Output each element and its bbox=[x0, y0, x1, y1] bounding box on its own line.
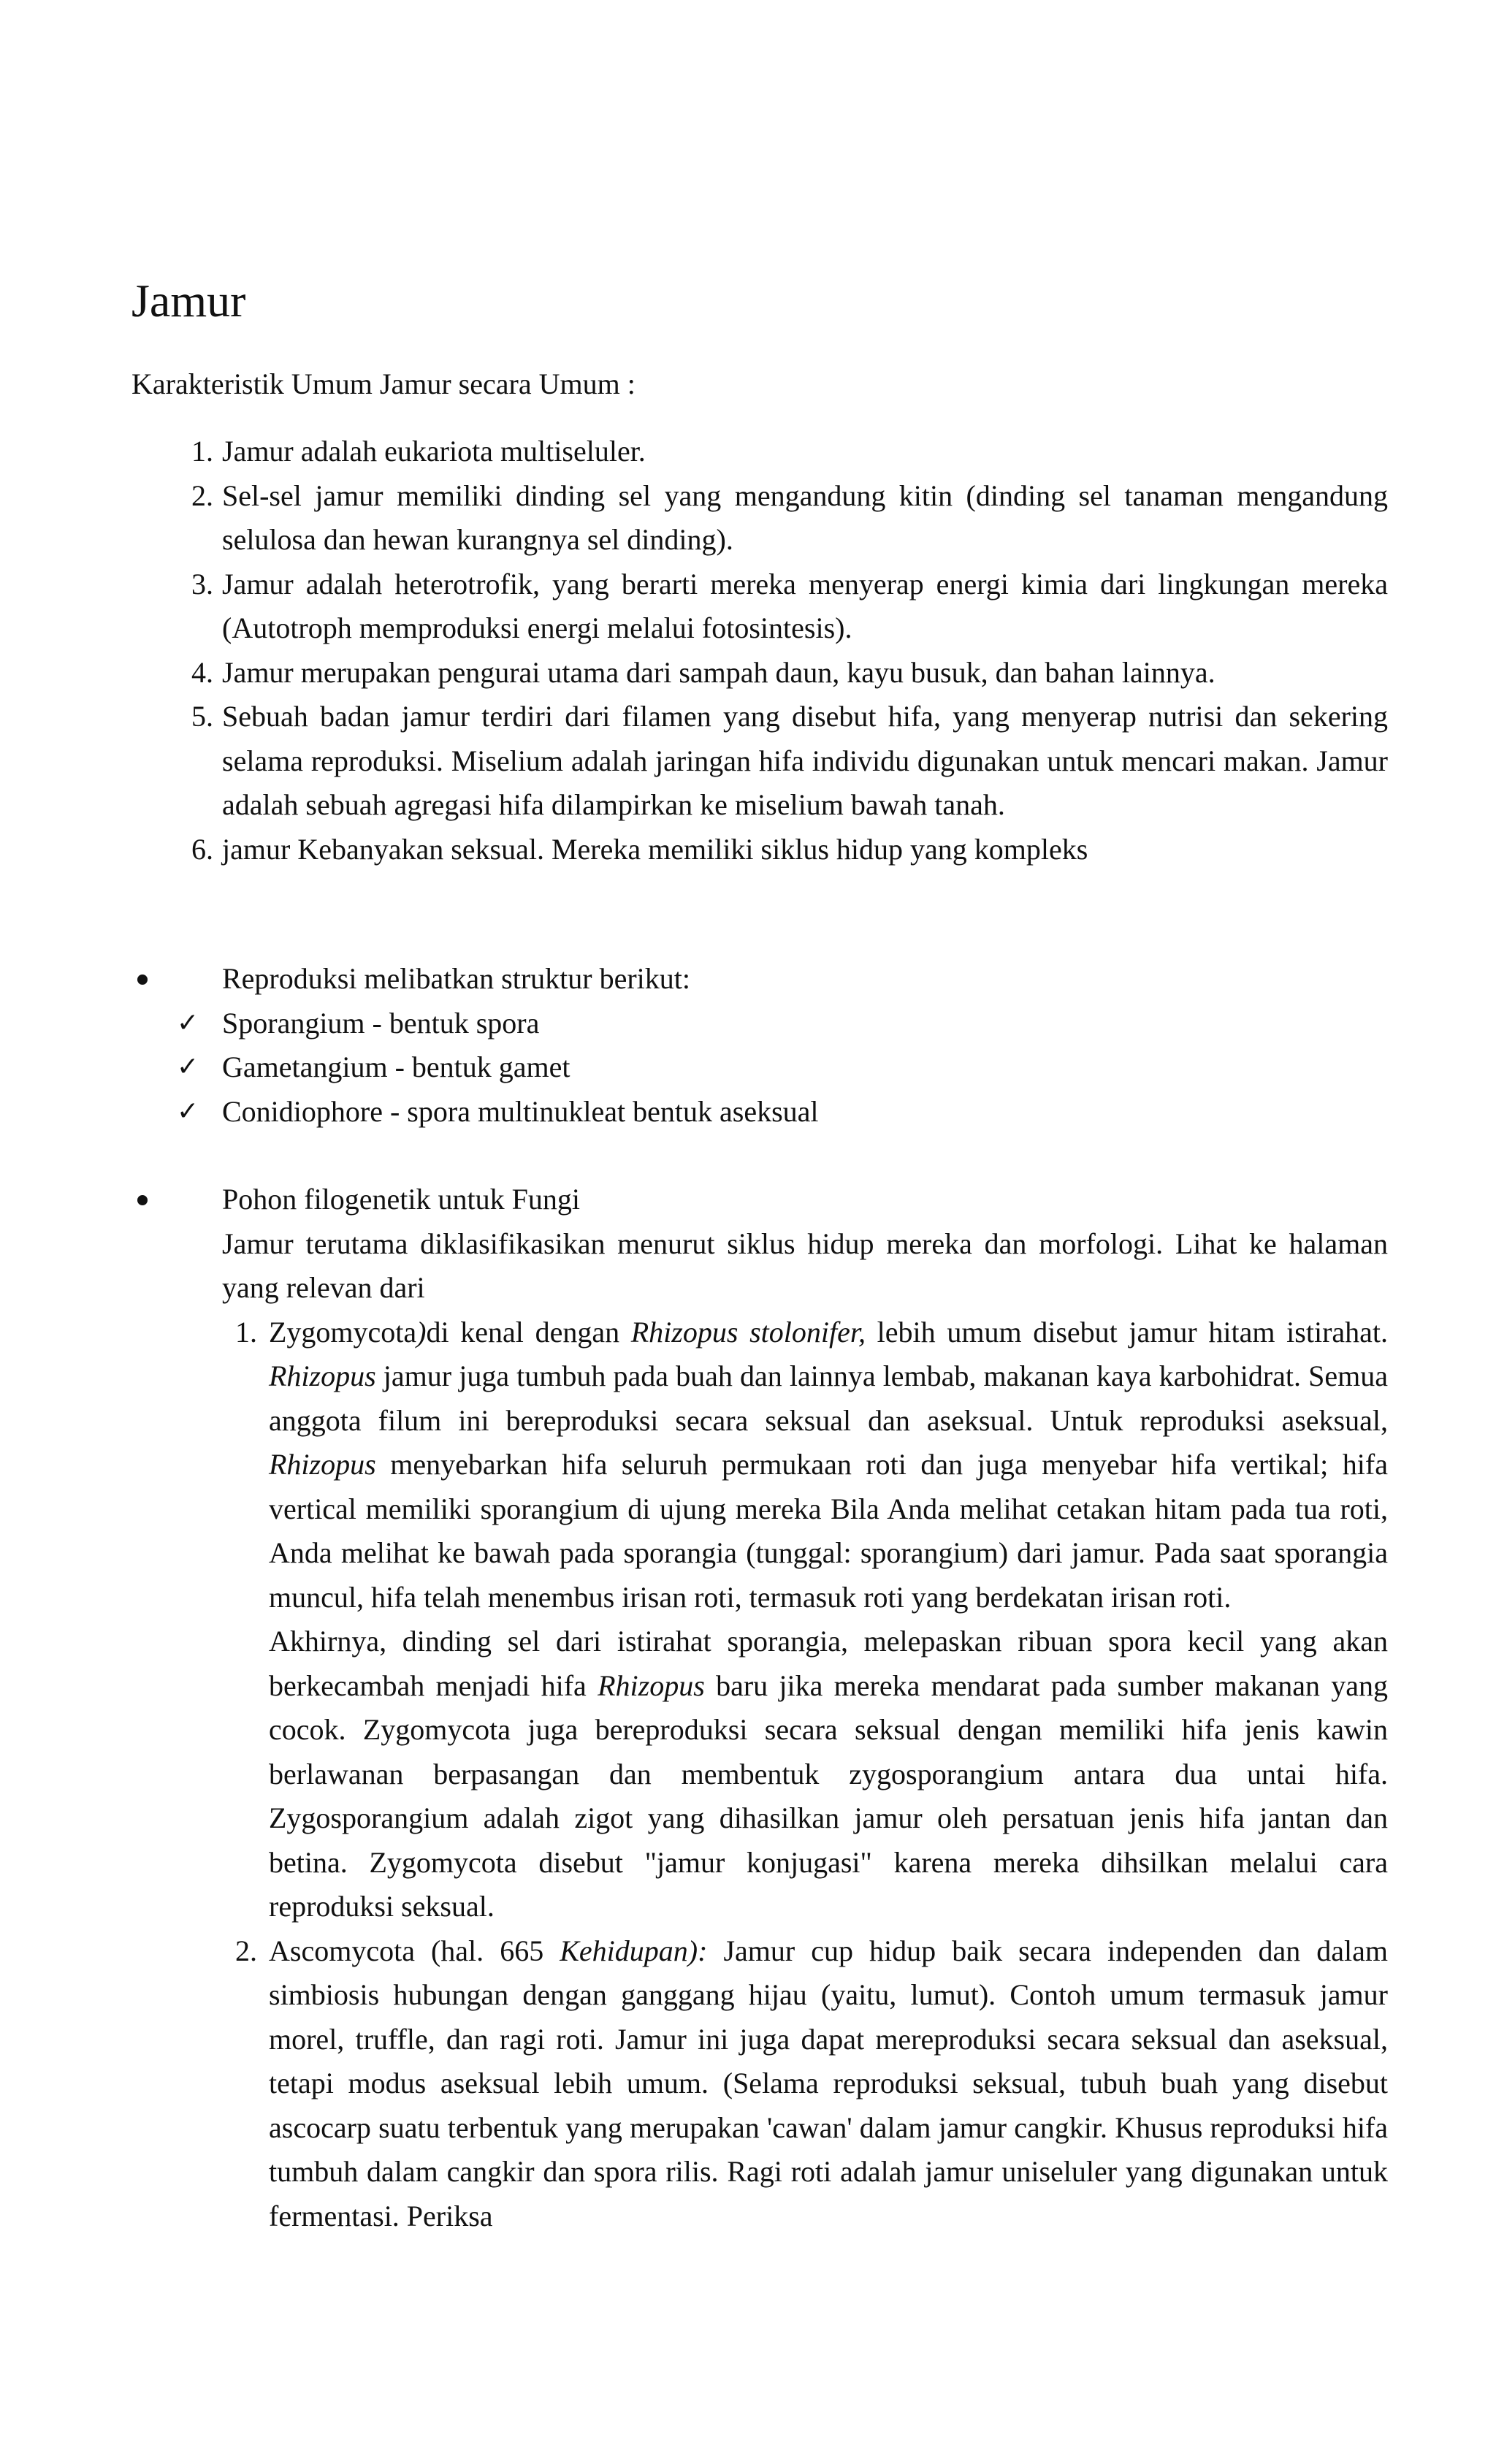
list-number: 6. bbox=[191, 832, 213, 866]
list-item bbox=[131, 651, 1388, 695]
italic-run: ) bbox=[416, 1315, 427, 1349]
list-number: 3. bbox=[191, 567, 213, 600]
list-number: 2. bbox=[191, 478, 213, 512]
bullet-icon bbox=[137, 1195, 148, 1205]
italic-run: Rhizopus bbox=[269, 1359, 376, 1392]
list-text: Jamur merupakan pengurai utama dari sampah daun, kayu busuk, dan bahan lainnya. bbox=[222, 655, 1216, 689]
text-run: Ascomycota (hal. 665 bbox=[269, 1934, 560, 1967]
text-run: menyebarkan hifa seluruh permukaan roti dan juga menyebar hifa vertikal; hifa vertical memiliki sporangium di ujung mereka Bila Anda melihat cetakan hitam pada tua roti, Anda melihat ke bawah pada sporangia (tunggal: sporangium) dari jamur. Pada saat sporangia muncul, hifa telah menembus irisan roti, termasuk roti yang berdekatan irisan roti. bbox=[269, 1448, 1388, 1614]
list-text: Sebuah badan jamur terdiri dari filamen yang disebut hifa, yang menyerap nutrisi dan sekering selama reproduksi. Miselium adalah jaringan hifa individu digunakan untuk mencari makan. Jamur adalah sebuah agregasi hifa dilampirkan ke miselium bawah tanah. bbox=[222, 700, 1388, 821]
phylum-list bbox=[131, 1311, 1388, 2239]
text-run: di kenal dengan bbox=[426, 1315, 631, 1349]
list-item bbox=[131, 474, 1388, 562]
text-run: lebih umum disebut jamur hitam istirahat. bbox=[866, 1315, 1389, 1349]
list-item bbox=[131, 1929, 1388, 2239]
italic-run: Rhizopus bbox=[598, 1668, 705, 1702]
text-run: Akhirnya, dinding sel dari istirahat sporangia, melepaskan ribuan spora kecil yang akan berkecambah menjadi hifa bbox=[269, 1625, 1388, 1702]
checklist-text: Sporangium - bentuk spora bbox=[222, 1006, 540, 1040]
list-text: Jamur adalah eukariota multiseluler. bbox=[222, 435, 646, 468]
list-number: 1. bbox=[191, 435, 213, 468]
checkmark-icon: ✓ bbox=[177, 1007, 199, 1038]
bullet-item bbox=[131, 1178, 1388, 1222]
checklist-text: Gametangium - bentuk gamet bbox=[222, 1050, 570, 1083]
list-subparagraph bbox=[269, 1620, 1388, 1929]
list-number: 4. bbox=[191, 655, 213, 689]
list-text: Jamur adalah heterotrofik, yang berarti mereka menyerap energi kimia dari lingkungan mereka (Autotroph memproduksi energi melalui fotosintesis). bbox=[222, 567, 1388, 644]
bullet-item bbox=[131, 957, 1388, 1002]
checkmark-icon: ✓ bbox=[177, 1052, 199, 1082]
characteristics-list bbox=[131, 430, 1388, 871]
phylogeny-section bbox=[131, 1178, 1388, 2238]
list-text bbox=[269, 1929, 1388, 2239]
list-item bbox=[131, 430, 1388, 474]
checklist-item bbox=[131, 1045, 1388, 1090]
list-number: 5. bbox=[191, 700, 213, 733]
list-text: jamur Kebanyakan seksual. Mereka memiliki siklus hidup yang kompleks bbox=[222, 832, 1088, 866]
list-text: Sel-sel jamur memiliki dinding sel yang mengandung kitin (dinding sel tanaman mengandung selulosa dan hewan kurangnya sel dinding). bbox=[222, 478, 1388, 556]
list-item bbox=[131, 695, 1388, 828]
italic-run: Rhizopus bbox=[269, 1448, 376, 1481]
reproduction-section bbox=[131, 957, 1388, 1134]
checkmark-icon: ✓ bbox=[177, 1096, 199, 1126]
checklist-item bbox=[131, 1002, 1388, 1046]
text-run: baru jika mereka mendarat pada sumber makanan yang cocok. Zygomycota juga bereproduksi secara seksual dengan memiliki hifa jenis kawin berlawanan berpasangan dan membentuk zygosporangium antara dua untai hifa. Zygosporangium adalah zigot yang dihasilkan jamur oleh persatuan jenis hifa jantan dan betina. Zygomycota disebut "jamur konjugasi" karena mereka dihsilkan melalui cara reproduksi seksual. bbox=[269, 1668, 1388, 1923]
italic-run: Kehidupan): bbox=[560, 1934, 708, 1967]
bullet-icon bbox=[137, 974, 148, 985]
italic-run: Rhizopus stolonifer, bbox=[630, 1315, 866, 1349]
text-run: Zygomycota bbox=[269, 1315, 417, 1349]
list-item bbox=[131, 562, 1388, 651]
section-heading: Pohon filogenetik untuk Fungi bbox=[222, 1183, 580, 1216]
list-item bbox=[131, 828, 1388, 872]
list-number: 1. bbox=[235, 1315, 257, 1349]
list-text bbox=[269, 1311, 1388, 1620]
intro-text: Karakteristik Umum Jamur secara Umum : bbox=[131, 367, 636, 400]
list-number: 2. bbox=[235, 1934, 257, 1967]
text-run: Jamur cup hidup baik secara independen dan dalam simbiosis hubungan dengan ganggang hijau (yaitu, lumut). Contoh umum termasuk jamur morel, truffle, dan ragi roti. Jamur ini juga dapat mereproduksi secara seksual dan aseksual, tetapi modus aseksual lebih umum. (Selama reproduksi seksual, tubuh buah yang disebut ascocarp suatu terbentuk yang merupakan 'cawan' dalam jamur cangkir. Khusus reproduksi hifa tumbuh dalam cangkir dan spora rilis. Ragi roti adalah jamur uniseluler yang digunakan untuk fermentasi. Periksa bbox=[269, 1934, 1388, 2232]
checklist-item bbox=[131, 1090, 1388, 1134]
section-paragraph: Jamur terutama diklasifikasikan menurut siklus hidup mereka dan morfologi. Lihat ke halaman yang relevan dari bbox=[222, 1227, 1388, 1304]
page-title: Jamur bbox=[131, 275, 246, 327]
section-heading: Reproduksi melibatkan struktur berikut: bbox=[222, 962, 690, 995]
checklist-text: Conidiophore - spora multinukleat bentuk aseksual bbox=[222, 1094, 819, 1128]
list-item bbox=[131, 1311, 1388, 1929]
text-run: jamur juga tumbuh pada buah dan lainnya lembab, makanan kaya karbohidrat. Semua anggota filum ini bereproduksi secara seksual dan aseksual. Untuk reproduksi aseksual, bbox=[269, 1359, 1388, 1437]
